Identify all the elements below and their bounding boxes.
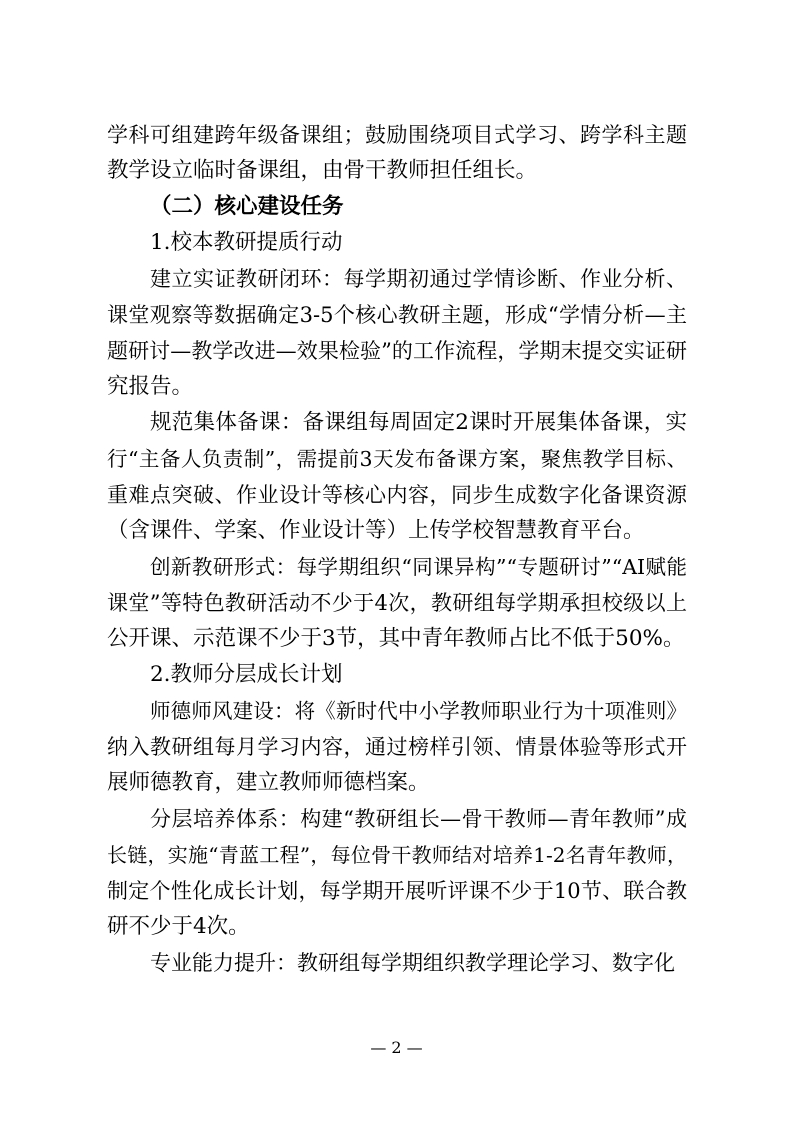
paragraph-line: 长链，实施“青蓝工程”，每位骨干教师结对培养1-2名青年教师， bbox=[107, 843, 687, 867]
paragraph-line: 建立实证教研闭环：每学期初通过学情诊断、作业分析、 bbox=[150, 267, 687, 291]
document-body bbox=[107, 117, 687, 981]
paragraph-line: 课堂观察等数据确定3-5个核心教研主题，形成“学情分析—主 bbox=[107, 303, 687, 327]
paragraph-line: 公开课、示范课不少于3节，其中青年教师占比不低于50%。 bbox=[107, 626, 685, 651]
paragraph-line: 分层培养体系：构建“教研组长—骨干教师—青年教师”成 bbox=[150, 807, 687, 831]
paragraph-line: 展师德教育，建立教师师德档案。 bbox=[107, 770, 430, 795]
paragraph-line: 题研讨—教学改进—效果检验”的工作流程，学期末提交实证研 bbox=[107, 339, 687, 363]
paragraph-line: 制定个性化成长计划，每学期开展听评课不少于10节、联合教 bbox=[107, 879, 687, 903]
paragraph-line: 学科可组建跨年级备课组；鼓励围绕项目式学习、跨学科主题 bbox=[107, 123, 687, 147]
section-heading: （二）核心建设任务 bbox=[150, 194, 344, 219]
paragraph-line: 研不少于4次。 bbox=[107, 914, 250, 939]
paragraph-line: 重难点突破、作业设计等核心内容，同步生成数字化备课资源 bbox=[107, 483, 687, 507]
paragraph-line: 创新教研形式：每学期组织“同课异构”“专题研讨”“AI赋能 bbox=[150, 555, 687, 579]
paragraph-line: 课堂”等特色教研活动不少于4次，教研组每学期承担校级以上 bbox=[107, 591, 687, 615]
paragraph-line: 教学设立临时备课组，由骨干教师担任组长。 bbox=[107, 158, 538, 183]
subsection-heading: 1.校本教研提质行动 bbox=[150, 230, 343, 255]
paragraph-line: 专业能力提升：教研组每学期组织教学理论学习、数字化 bbox=[150, 951, 675, 975]
page-number: — 2 — bbox=[370, 1038, 423, 1057]
paragraph-line: 规范集体备课：备课组每周固定2课时开展集体备课，实 bbox=[150, 410, 687, 435]
paragraph-line: 纳入教研组每月学习内容，通过榜样引领、情景体验等形式开 bbox=[107, 735, 687, 759]
paragraph-line: 行“主备人负责制”，需提前3天发布备课方案，聚焦教学目标、 bbox=[107, 447, 687, 471]
subsection-heading: 2.教师分层成长计划 bbox=[150, 662, 343, 687]
paragraph-line: （含课件、学案、作业设计等）上传学校智慧教育平台。 bbox=[107, 518, 645, 543]
paragraph-line: 师德师风建设：将《新时代中小学教师职业行为十项准则》 bbox=[150, 699, 687, 723]
paragraph-line: 究报告。 bbox=[107, 374, 194, 399]
